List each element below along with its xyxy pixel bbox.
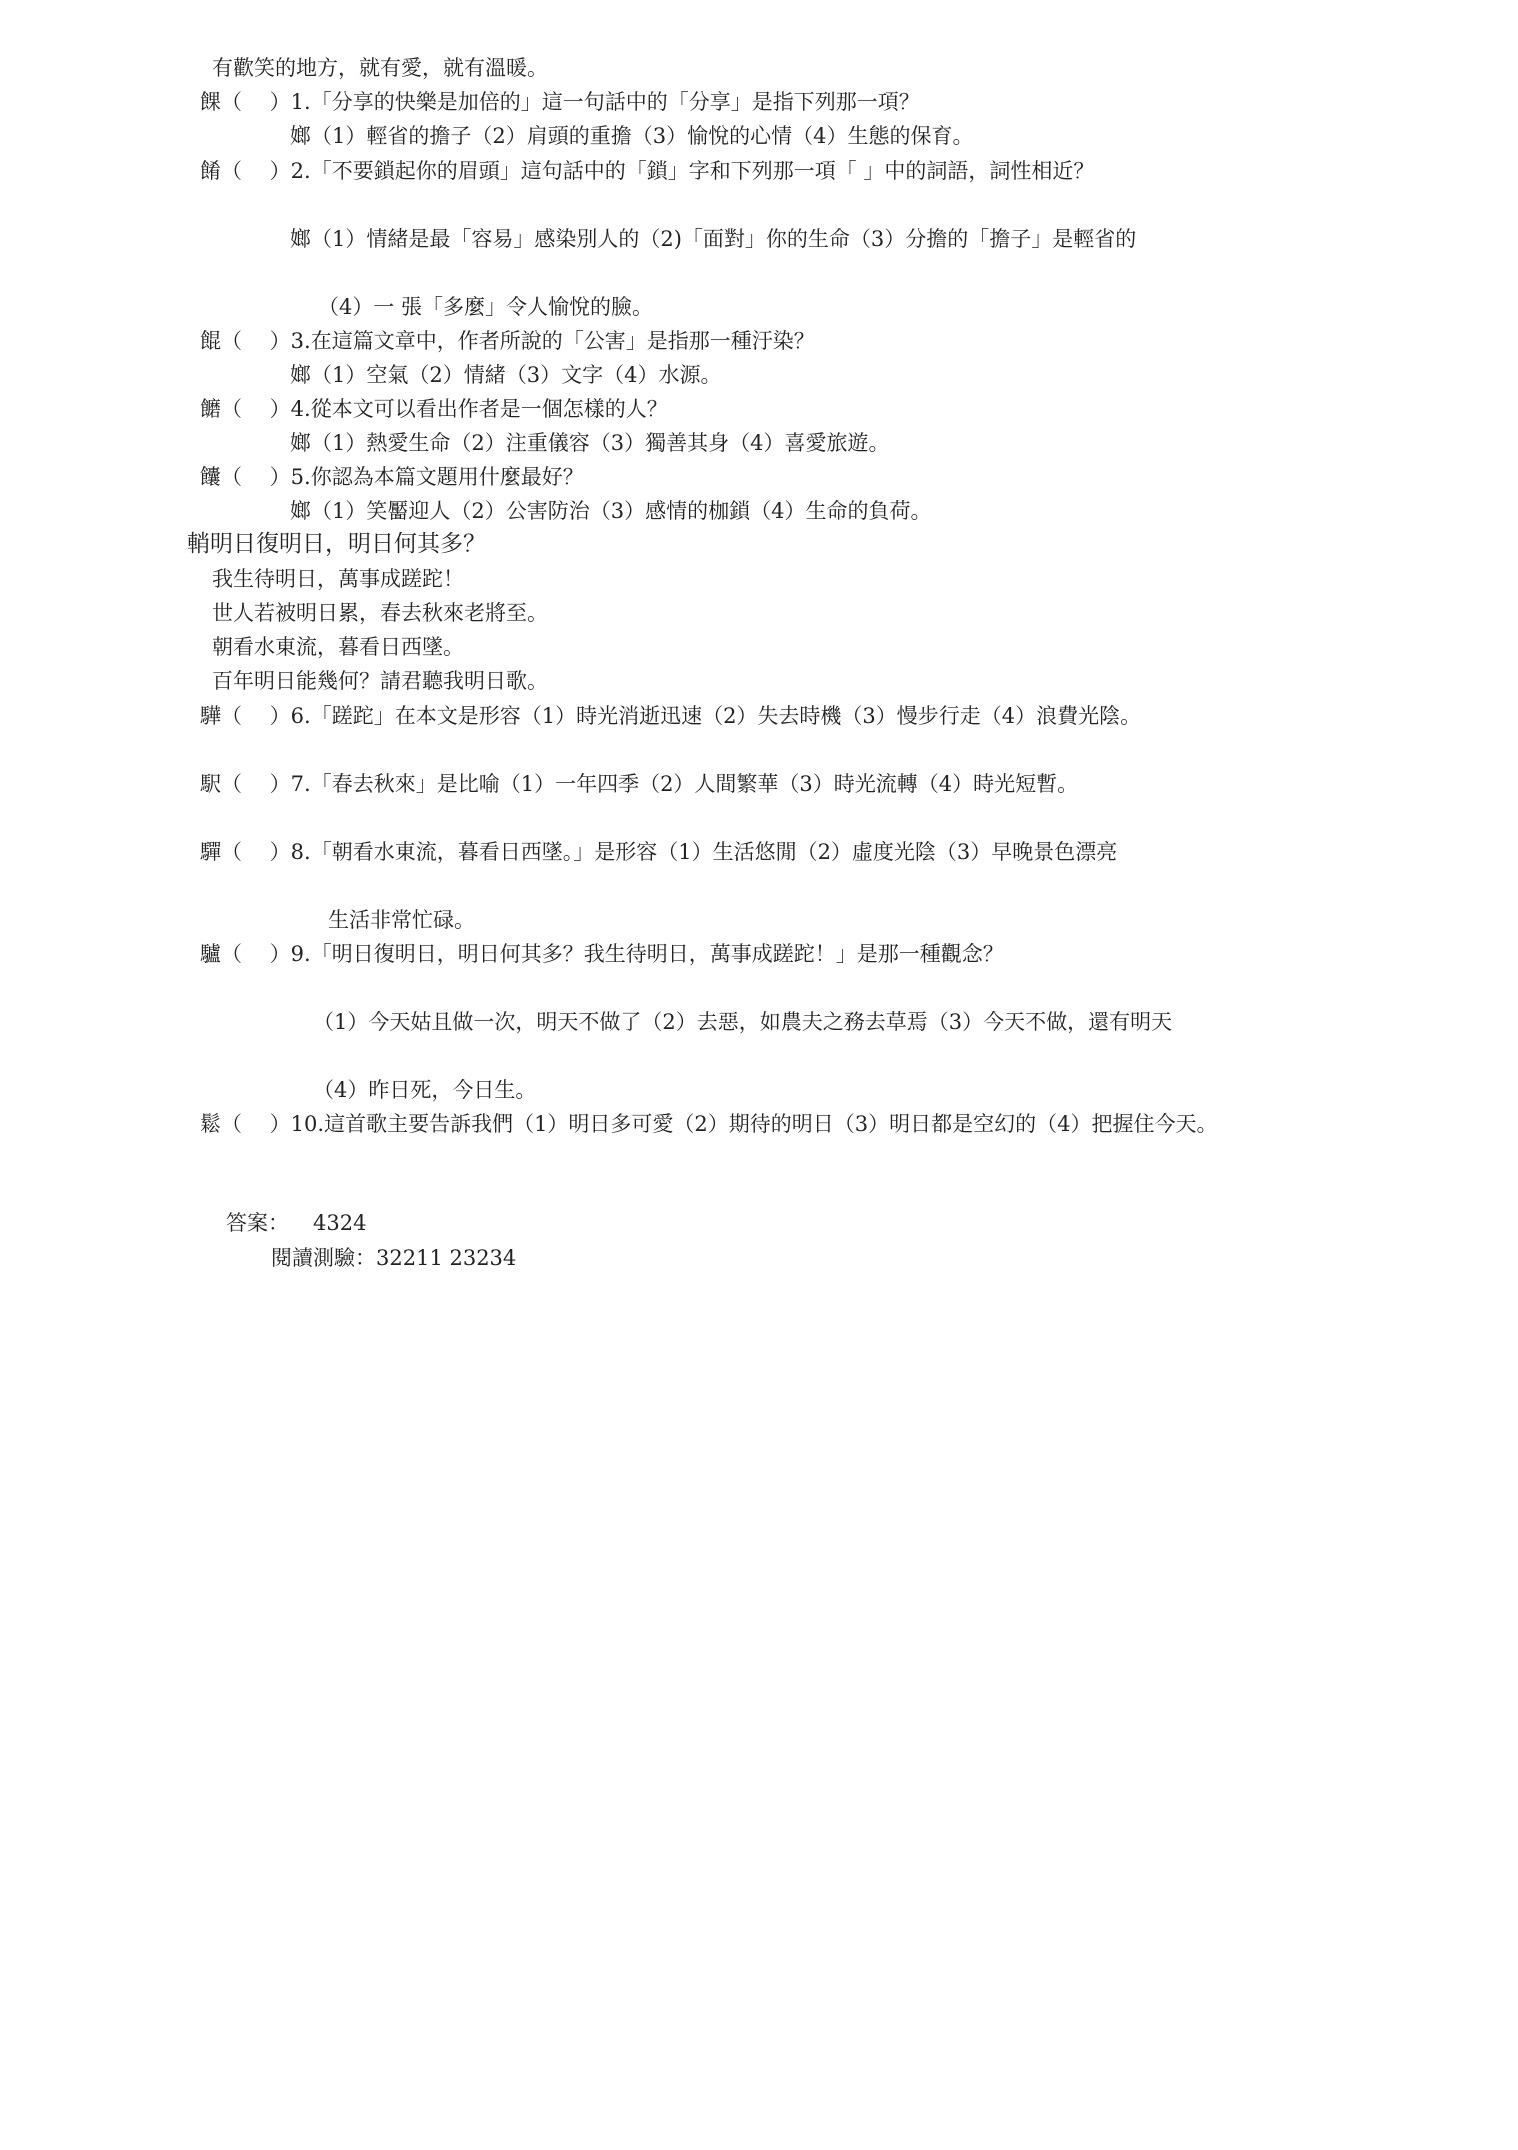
question-5: 饢（ ）5.你認為本篇文題用什麼最好？ [200, 465, 584, 489]
question-6: 驊（ ）6.「蹉跎」在本文是形容（1）時光消逝迅速（2）失去時機（3）慢步行走（4）浪費光陰。 [200, 704, 1142, 728]
poem-title: 輎明日復明日，明日何其多？ [187, 531, 486, 557]
question-2-options-a: 嫏（1）情緒是最「容易」感染別人的（2)「面對」你的生命（3）分擔的「擔子」是輕省的 [290, 227, 1137, 251]
question-9: 驢（ ）9.「明日復明日，明日何其多？我生待明日，萬事成蹉跎！」是那一種觀念？ [200, 942, 1004, 966]
question-4: 饝（ ）4.從本文可以看出作者是一個怎樣的人？ [200, 397, 668, 421]
answer-label: 答案： [226, 1211, 289, 1235]
question-1: 餜（ ）1.「分享的快樂是加倍的」這一句話中的「分享」是指下列那一項？ [200, 90, 920, 114]
question-3-options: 嫏（1）空氣（2）情緒（3）文字（4）水源。 [290, 363, 722, 387]
question-8: 驒（ ）8.「朝看水東流，暮看日西墜。」是形容（1）生活悠閒（2）虛度光陰（3）早晚景色漂亮 [200, 840, 1118, 864]
question-10: 鬆（ ）10.這首歌主要告訴我們（1）明日多可愛（2）期待的明日（3）明日都是空幻的（4）把握住今天。 [200, 1112, 1218, 1136]
question-7: 駅（ ）7.「春去秋來」是比喻（1）一年四季（2）人間繁華（3）時光流轉（4）時光短暫。 [200, 772, 1079, 796]
question-1-options: 嫏（1）輕省的擔子（2）肩頭的重擔（3）愉悅的心情（4）生態的保育。 [290, 124, 974, 148]
intro-line: 有歡笑的地方，就有愛，就有溫暖。 [212, 56, 548, 80]
reading-test-answers: 閱讀測驗：32211 23234 [271, 1246, 517, 1270]
answer-value: 4324 [313, 1211, 367, 1235]
question-9-options-b: （4）昨日死，今日生。 [313, 1078, 537, 1102]
poem-line: 百年明日能幾何？請君聽我明日歌。 [212, 669, 548, 693]
question-2-options-b: （4）一 張「多麼」令人愉悅的臉。 [318, 295, 654, 319]
question-5-options: 嫏（1）笑靨迎人（2）公害防治（3）感情的枷鎖（4）生命的負荷。 [290, 499, 932, 523]
poem-line: 世人若被明日累，春去秋來老將至。 [212, 601, 548, 625]
question-8-continuation: 生活非常忙碌。 [328, 908, 475, 932]
poem-line: 我生待明日，萬事成蹉跎！ [212, 567, 464, 591]
question-9-options-a: （1）今天姑且做一次，明天不做了（2）去惡，如農夫之務去草焉（3）今天不做，還有明天 [313, 1010, 1173, 1034]
question-4-options: 嫏（1）熱愛生命（2）注重儀容（3）獨善其身（4）喜愛旅遊。 [290, 431, 890, 455]
poem-line: 朝看水東流，暮看日西墜。 [212, 635, 464, 659]
question-2: 餚（ ）2.「不要鎖起你的眉頭」這句話中的「鎖」字和下列那一項「 」中的詞語，詞性相近？ [200, 159, 1095, 183]
question-3: 餛（ ）3.在這篇文章中，作者所說的「公害」是指那一種汙染？ [200, 329, 815, 353]
